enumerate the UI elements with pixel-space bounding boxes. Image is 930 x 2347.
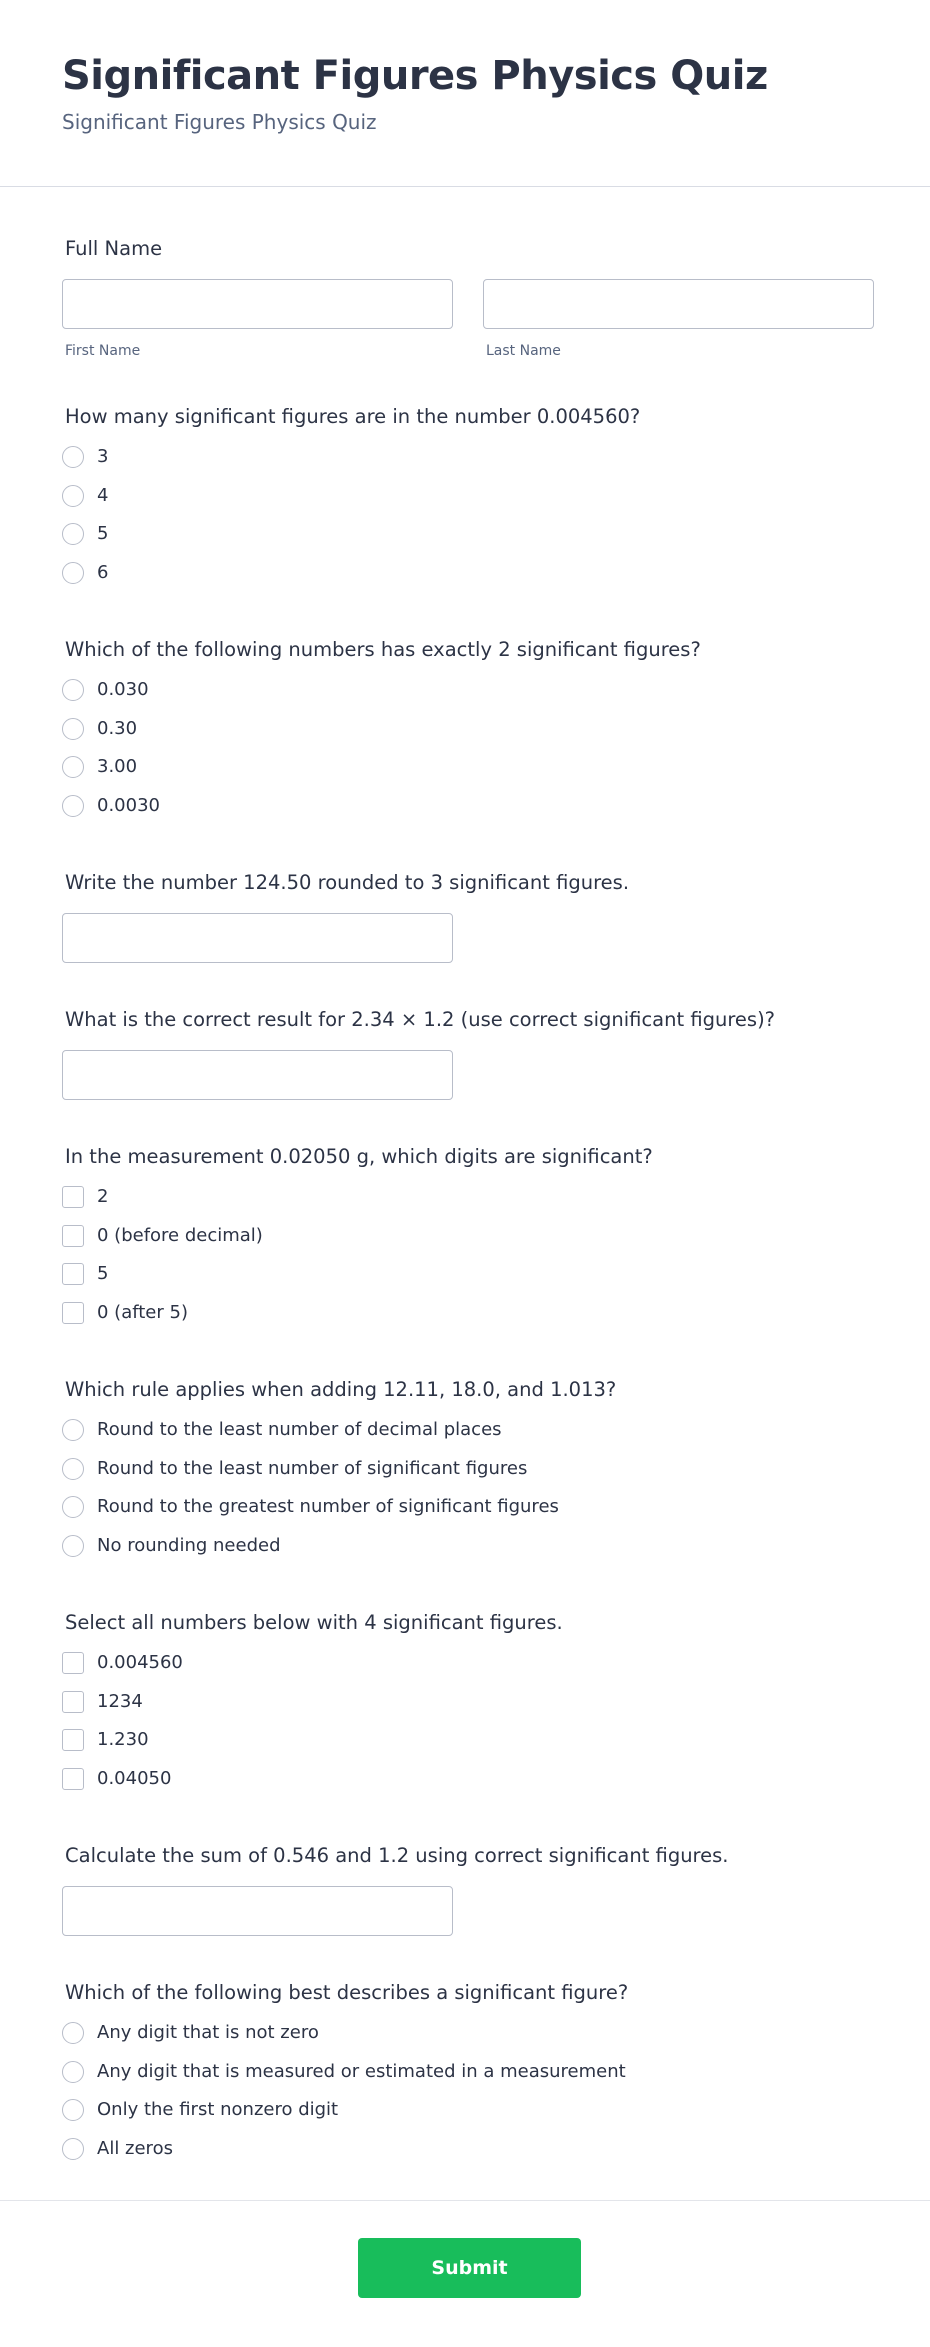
question-5-label: In the measurement 0.02050 g, which digits are significant? — [65, 1145, 653, 1168]
radio-button[interactable] — [62, 523, 84, 545]
radio-button[interactable] — [62, 2099, 84, 2121]
question-5-option-4[interactable] — [62, 1301, 872, 1325]
page-subtitle: Significant Figures Physics Quiz — [62, 110, 377, 134]
question-2-option-1[interactable] — [62, 678, 872, 702]
question-7-option-4[interactable] — [62, 1767, 872, 1791]
option-label: No rounding needed — [97, 1534, 281, 1556]
submit-button[interactable]: Submit — [358, 2238, 581, 2298]
page-title: Significant Figures Physics Quiz — [62, 53, 768, 99]
question-9-option-1[interactable] — [62, 2021, 872, 2045]
question-9-option-2[interactable] — [62, 2060, 872, 2084]
radio-button[interactable] — [62, 718, 84, 740]
last-name-sublabel: Last Name — [486, 343, 561, 359]
option-label: Any digit that is measured or estimated in a measurement — [97, 2060, 626, 2082]
question-4-label: What is the correct result for 2.34 × 1.2 (use correct significant figures)? — [65, 1008, 776, 1031]
question-7-label: Select all numbers below with 4 significant figures. — [65, 1611, 563, 1634]
question-9 — [62, 1981, 872, 2175]
option-label: Round to the greatest number of significant figures — [97, 1496, 559, 1517]
question-9-option-3[interactable] — [62, 2098, 872, 2122]
question-5 — [62, 1145, 872, 1339]
option-label: 0 (after 5) — [97, 1301, 188, 1323]
question-7-option-2[interactable] — [62, 1690, 872, 1714]
question-1-option-2[interactable] — [62, 484, 872, 508]
question-6-option-4[interactable] — [62, 1534, 872, 1558]
option-label: All zeros — [97, 2137, 173, 2159]
question-8 — [62, 1844, 872, 1936]
first-name-sublabel: First Name — [65, 343, 141, 359]
question-7-option-1[interactable] — [62, 1651, 872, 1675]
question-7 — [62, 1611, 872, 1805]
question-6-option-1[interactable] — [62, 1418, 872, 1442]
question-3-answer-input[interactable] — [62, 913, 453, 963]
radio-button[interactable] — [62, 1535, 84, 1557]
option-label: 2 — [97, 1186, 109, 1207]
radio-button[interactable] — [62, 2061, 84, 2083]
option-label: 3.00 — [97, 756, 138, 777]
question-1 — [62, 405, 872, 599]
radio-button[interactable] — [62, 756, 84, 778]
question-2-option-3[interactable] — [62, 755, 872, 779]
footer-divider — [0, 2200, 930, 2201]
radio-button[interactable] — [62, 485, 84, 507]
option-label: 0.30 — [97, 717, 138, 739]
question-7-option-3[interactable] — [62, 1728, 872, 1752]
question-6-option-3[interactable] — [62, 1495, 872, 1519]
question-9-option-4[interactable] — [62, 2137, 872, 2161]
radio-button[interactable] — [62, 679, 84, 701]
radio-button[interactable] — [62, 1496, 84, 1518]
question-8-label: Calculate the sum of 0.546 and 1.2 using correct significant figures. — [65, 1844, 729, 1867]
checkbox[interactable] — [62, 1652, 84, 1674]
last-name-input[interactable] — [483, 279, 874, 329]
radio-button[interactable] — [62, 2022, 84, 2044]
radio-button[interactable] — [62, 1419, 84, 1441]
question-2-option-2[interactable] — [62, 717, 872, 741]
question-5-option-1[interactable] — [62, 1185, 872, 1209]
question-1-label: How many significant figures are in the number 0.004560? — [65, 405, 641, 428]
question-9-label: Which of the following best describes a significant figure? — [65, 1981, 629, 2004]
full-name-field — [62, 237, 872, 359]
checkbox[interactable] — [62, 1225, 84, 1247]
option-label: Round to the least number of decimal places — [97, 1419, 502, 1440]
question-5-option-2[interactable] — [62, 1224, 872, 1248]
question-1-option-1[interactable] — [62, 445, 872, 469]
question-2-label: Which of the following numbers has exactly 2 significant figures? — [65, 638, 701, 661]
question-6-label: Which rule applies when adding 12.11, 18.0, and 1.013? — [65, 1378, 617, 1401]
form-header — [0, 0, 930, 187]
first-name-input[interactable] — [62, 279, 453, 329]
checkbox[interactable] — [62, 1263, 84, 1285]
radio-button[interactable] — [62, 446, 84, 468]
full-name-label: Full Name — [65, 237, 163, 260]
option-label: 1234 — [97, 1690, 143, 1712]
question-1-option-3[interactable] — [62, 522, 872, 546]
question-4 — [62, 1008, 872, 1100]
question-3-label: Write the number 124.50 rounded to 3 significant figures. — [65, 871, 630, 894]
option-label: 4 — [97, 484, 109, 506]
question-1-option-4[interactable] — [62, 561, 872, 585]
question-3 — [62, 871, 872, 963]
question-2-option-4[interactable] — [62, 794, 872, 818]
question-2 — [62, 638, 872, 832]
checkbox[interactable] — [62, 1729, 84, 1751]
option-label: Any digit that is not zero — [97, 2022, 319, 2043]
question-6 — [62, 1378, 872, 1572]
option-label: 0 (before decimal) — [97, 1224, 263, 1246]
option-label: 0.004560 — [97, 1652, 183, 1673]
option-label: Only the first nonzero digit — [97, 2099, 339, 2120]
option-label: 5 — [97, 1263, 109, 1284]
radio-button[interactable] — [62, 1458, 84, 1480]
checkbox[interactable] — [62, 1768, 84, 1790]
option-label: 6 — [97, 561, 109, 583]
question-4-answer-input[interactable] — [62, 1050, 453, 1100]
question-5-option-3[interactable] — [62, 1262, 872, 1286]
checkbox[interactable] — [62, 1186, 84, 1208]
option-label: 1.230 — [97, 1729, 149, 1750]
radio-button[interactable] — [62, 562, 84, 584]
question-8-answer-input[interactable] — [62, 1886, 453, 1936]
checkbox[interactable] — [62, 1302, 84, 1324]
radio-button[interactable] — [62, 2138, 84, 2160]
option-label: 3 — [97, 446, 109, 467]
option-label: 0.04050 — [97, 1767, 172, 1789]
radio-button[interactable] — [62, 795, 84, 817]
option-label: 0.0030 — [97, 794, 160, 816]
option-label: 5 — [97, 523, 109, 544]
checkbox[interactable] — [62, 1691, 84, 1713]
option-label: Round to the least number of significant figures — [97, 1457, 528, 1479]
question-6-option-2[interactable] — [62, 1457, 872, 1481]
option-label: 0.030 — [97, 679, 149, 700]
